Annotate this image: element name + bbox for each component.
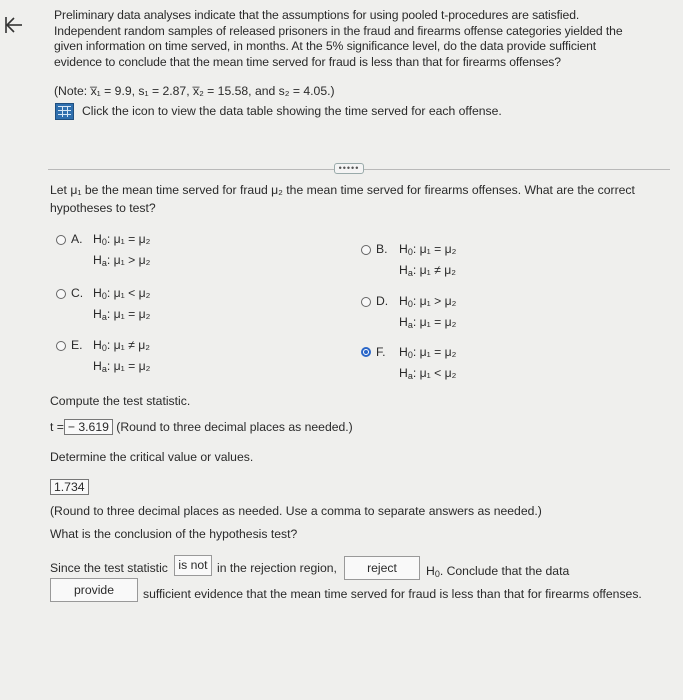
null-hypothesis: $H_0$: μ₁ < μ₂ <box>93 286 151 301</box>
option-label: F. <box>376 345 386 359</box>
data-table-icon[interactable] <box>55 103 74 120</box>
test-statistic-answer[interactable]: − 3.619 <box>64 419 113 435</box>
option-label: E. <box>71 338 83 352</box>
test-statistic-prompt: Compute the test statistic. <box>50 394 191 408</box>
radio-button[interactable] <box>56 341 66 351</box>
radio-button[interactable] <box>56 235 66 245</box>
problem-line: Independent random samples of released prisoners in the fraud and firearms offense categories yielded the <box>54 23 623 38</box>
test-statistic-row <box>50 419 353 435</box>
critical-value-row <box>50 479 89 495</box>
back-arrow-icon[interactable] <box>4 14 24 36</box>
reject-dropdown[interactable]: reject <box>344 556 420 580</box>
conclusion-prompt: What is the conclusion of the hypothesis test? <box>50 527 298 541</box>
rounding-hint: (Round to three decimal places as needed.) <box>116 420 353 434</box>
radio-button[interactable] <box>361 245 371 255</box>
null-hypothesis: $H_0$: μ₁ = μ₂ <box>93 232 151 247</box>
option-label: B. <box>376 242 388 256</box>
alt-hypothesis: $H_a$: μ₁ = μ₂ <box>93 359 151 374</box>
problem-line: evidence to conclude that the mean time served for fraud is less than that for firearms offenses? <box>54 54 561 69</box>
problem-line: Preliminary data analyses indicate that the assumptions for using pooled t-procedures are satisfied. <box>54 8 580 22</box>
problem-line: given information on time served, in months. At the 5% significance level, do the data provide sufficient <box>54 39 597 53</box>
critical-value-prompt: Determine the critical value or values. <box>50 450 254 464</box>
alt-hypothesis: $H_a$: μ₁ > μ₂ <box>93 253 151 268</box>
conclusion-text-1: Since the test statistic <box>50 561 168 575</box>
expand-button[interactable]: ••••• <box>334 163 364 174</box>
critical-value-answer[interactable]: 1.734 <box>50 479 89 495</box>
conclusion-text-2: in the rejection region, <box>217 561 337 575</box>
option-label: C. <box>71 286 84 300</box>
conclusion-text-4: sufficient evidence that the mean time served for fraud is less than that for firearms offenses. <box>143 587 642 601</box>
radio-button[interactable] <box>56 289 66 299</box>
rejection-region-dropdown[interactable]: is not <box>174 555 212 576</box>
summary-note: (Note: x̅₁ = 9.9, s₁ = 2.87, x̅₂ = 15.58, and s₂ = 4.05.) <box>54 84 335 98</box>
conclusion-text-3: $H_0$. Conclude that the data <box>426 564 570 579</box>
provide-dropdown[interactable]: provide <box>50 578 138 602</box>
critical-value-hint: (Round to three decimal places as needed. Use a comma to separate answers as needed.) <box>50 504 542 518</box>
alt-hypothesis: $H_a$: μ₁ ≠ μ₂ <box>399 263 456 278</box>
radio-button[interactable] <box>361 297 371 307</box>
question-text: Let μ₁ be the mean time served for fraud μ₂ the mean time served for firearms offenses. What are the correct hypotheses to test? <box>50 183 635 215</box>
null-hypothesis: $H_0$: μ₁ ≠ μ₂ <box>93 338 150 353</box>
problem-statement <box>54 8 664 70</box>
data-table-link[interactable]: Click the icon to view the data table showing the time served for each offense. <box>82 104 502 118</box>
alt-hypothesis: $H_a$: μ₁ < μ₂ <box>399 366 457 381</box>
null-hypothesis: $H_0$: μ₁ > μ₂ <box>399 294 457 309</box>
alt-hypothesis: $H_a$: μ₁ = μ₂ <box>399 315 457 330</box>
radio-button-selected[interactable] <box>361 347 371 357</box>
t-label: t = <box>50 420 64 434</box>
alt-hypothesis: $H_a$: μ₁ = μ₂ <box>93 307 151 322</box>
null-hypothesis: $H_0$: μ₁ = μ₂ <box>399 242 457 257</box>
null-hypothesis: $H_0$: μ₁ = μ₂ <box>399 345 457 360</box>
option-label: A. <box>71 232 83 246</box>
option-label: D. <box>376 294 389 308</box>
